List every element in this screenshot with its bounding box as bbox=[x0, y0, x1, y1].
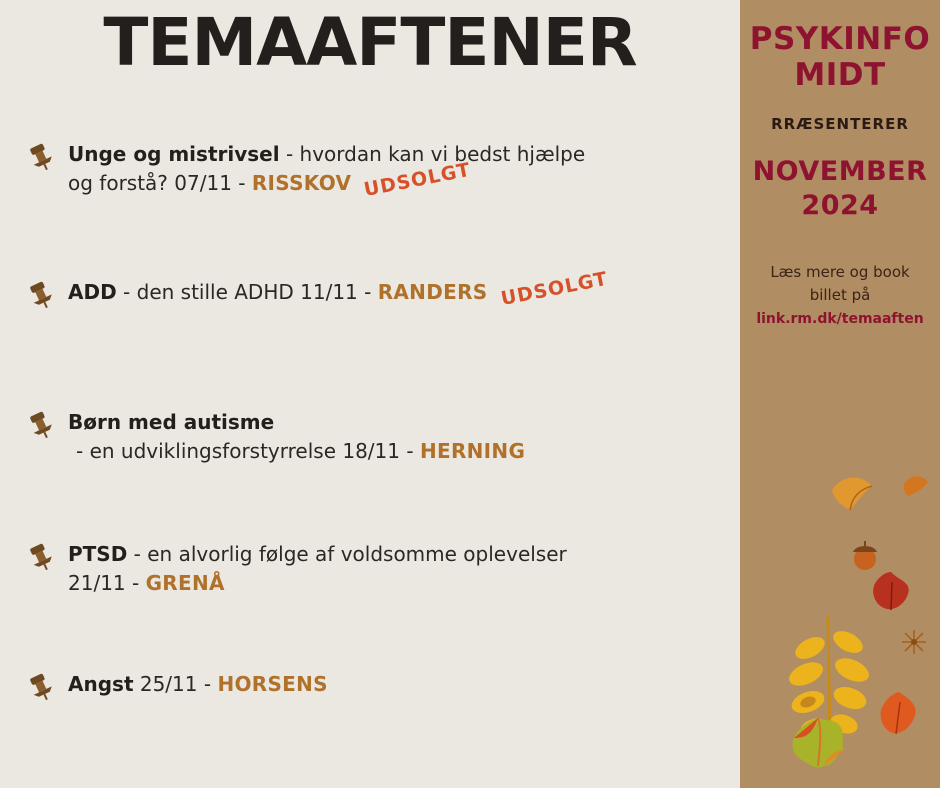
event-text bbox=[68, 670, 740, 699]
event-date: og forstå? 07/11 - bbox=[68, 171, 252, 195]
leaf-icon bbox=[868, 570, 914, 618]
leaf-icon bbox=[902, 472, 930, 502]
event-location: RISSKOV bbox=[251, 171, 352, 195]
leaf-icon bbox=[876, 690, 922, 742]
event-location: GRENÅ bbox=[145, 571, 225, 595]
leaf-icon bbox=[788, 716, 848, 778]
event-text bbox=[68, 540, 740, 598]
seed-icon bbox=[900, 628, 928, 660]
event-location: RANDERS bbox=[377, 280, 488, 304]
booking-line-1: Læs mere og book bbox=[770, 262, 910, 281]
page-title: TEMAAFTENER bbox=[103, 4, 637, 81]
event-title: Unge og mistrivsel bbox=[68, 142, 280, 166]
list-item[interactable] bbox=[0, 670, 740, 732]
event-desc: 25/11 - bbox=[133, 672, 218, 696]
sidebar bbox=[740, 0, 940, 788]
brand-logo bbox=[740, 22, 940, 93]
booking-info bbox=[740, 261, 940, 331]
booking-link[interactable]: link.rm.dk/temaaften bbox=[756, 311, 924, 328]
event-location: HORSENS bbox=[217, 672, 328, 696]
pushpin-icon bbox=[24, 410, 58, 440]
list-item[interactable] bbox=[0, 540, 740, 602]
event-text bbox=[68, 408, 740, 466]
status-badge: UDSOLGT bbox=[498, 267, 610, 311]
list-item[interactable] bbox=[0, 140, 740, 202]
status-badge: UDSOLGT bbox=[362, 158, 473, 202]
month-label: NOVEMBER bbox=[752, 156, 928, 188]
pushpin-icon bbox=[24, 280, 58, 310]
list-item[interactable] bbox=[0, 267, 740, 340]
pushpin-icon bbox=[24, 672, 58, 702]
event-title: Børn med autisme bbox=[68, 410, 275, 434]
pushpin-icon bbox=[24, 542, 58, 572]
event-text bbox=[68, 267, 740, 311]
brand-line-1: PSYKINFO bbox=[749, 21, 931, 57]
list-item[interactable] bbox=[0, 408, 740, 470]
leaf-icon bbox=[828, 470, 876, 516]
event-text bbox=[68, 140, 740, 202]
event-list bbox=[0, 132, 740, 732]
event-title: Angst bbox=[68, 672, 134, 696]
pushpin-icon bbox=[24, 142, 58, 172]
booking-line-2: billet på bbox=[809, 286, 871, 305]
event-desc: - en alvorlig følge af voldsomme oplevelser bbox=[127, 542, 567, 566]
month-year bbox=[740, 155, 940, 223]
event-title: PTSD bbox=[68, 542, 128, 566]
event-date: - en udviklingsforstyrrelse 18/11 - bbox=[76, 439, 420, 463]
event-desc: - den stille ADHD 11/11 - bbox=[116, 280, 378, 304]
acorn-icon bbox=[848, 538, 882, 576]
event-location: HERNING bbox=[419, 439, 526, 463]
event-date: 21/11 - bbox=[68, 571, 146, 595]
presents-label: RRÆSENTERER bbox=[771, 115, 909, 134]
year-label: 2024 bbox=[801, 190, 879, 222]
event-desc: - hvordan kan vi bedst hjælpe bbox=[279, 142, 586, 166]
leaf-icon bbox=[778, 612, 874, 756]
brand-line-2: MIDT bbox=[794, 56, 886, 93]
event-title: ADD bbox=[68, 280, 117, 304]
